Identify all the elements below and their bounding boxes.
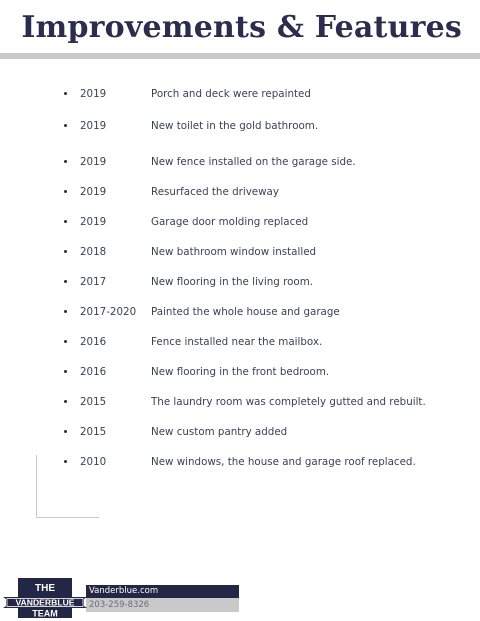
list-item — [0, 426, 480, 456]
list-item — [0, 216, 480, 246]
corner-bracket-horizontal — [36, 517, 99, 518]
item-year: 2019 — [80, 216, 107, 228]
item-year: 2017 — [80, 276, 107, 288]
list-item — [0, 156, 480, 186]
bullet — [64, 124, 67, 127]
vanderblue-team-logo — [0, 575, 90, 619]
bullet — [64, 310, 67, 313]
improvements-list — [0, 88, 480, 486]
bullet — [64, 280, 67, 283]
item-year: 2018 — [80, 246, 107, 258]
page-title: Improvements & Features — [21, 10, 462, 45]
header-rule — [0, 53, 480, 59]
item-year: 2016 — [80, 336, 107, 348]
list-item — [0, 456, 480, 486]
bullet — [64, 220, 67, 223]
bullet — [64, 430, 67, 433]
item-text: Fence installed near the mailbox. — [151, 336, 323, 348]
item-text: New flooring in the front bedroom. — [151, 366, 330, 378]
bullet — [64, 92, 67, 95]
item-year: 2015 — [80, 396, 107, 408]
bullet — [64, 190, 67, 193]
item-text: Painted the whole house and garage — [151, 306, 340, 318]
item-text: New custom pantry added — [151, 426, 288, 438]
list-item — [0, 186, 480, 216]
item-text: The laundry room was completely gutted and rebuilt. — [151, 396, 426, 408]
bullet — [64, 160, 67, 163]
logo-text-bottom: TEAM — [32, 608, 58, 619]
item-text: New flooring in the living room. — [151, 276, 313, 288]
item-year: 2017-2020 — [80, 306, 137, 318]
item-text: New toilet in the gold bathroom. — [151, 120, 319, 132]
item-text: Porch and deck were repainted — [151, 88, 311, 100]
list-item — [0, 246, 480, 276]
item-year: 2019 — [80, 186, 107, 198]
footer-phone: 203-259-8326 — [89, 600, 150, 610]
logo-text-top: THE — [35, 583, 55, 594]
item-text: New windows, the house and garage roof replaced. — [151, 456, 416, 468]
item-text: Garage door molding replaced — [151, 216, 309, 228]
list-item — [0, 276, 480, 306]
bullet — [64, 250, 67, 253]
item-text: Resurfaced the driveway — [151, 186, 279, 198]
item-year: 2019 — [80, 156, 107, 168]
bullet — [64, 460, 67, 463]
footer-website[interactable]: Vanderblue.com — [89, 586, 159, 596]
list-item — [0, 336, 480, 366]
bullet — [64, 400, 67, 403]
item-text: New bathroom window installed — [151, 246, 317, 258]
item-year: 2010 — [80, 456, 107, 468]
list-item — [0, 396, 480, 426]
item-year: 2015 — [80, 426, 107, 438]
item-text: New fence installed on the garage side. — [151, 156, 356, 168]
list-item — [0, 366, 480, 396]
item-year: 2019 — [80, 88, 107, 100]
item-year: 2016 — [80, 366, 107, 378]
list-item — [0, 120, 480, 156]
bullet — [64, 370, 67, 373]
list-item — [0, 306, 480, 336]
corner-bracket-vertical — [36, 455, 37, 518]
bullet — [64, 340, 67, 343]
logo-text-middle: VANDERBLUE — [15, 597, 75, 608]
list-item — [0, 88, 480, 120]
item-year: 2019 — [80, 120, 107, 132]
